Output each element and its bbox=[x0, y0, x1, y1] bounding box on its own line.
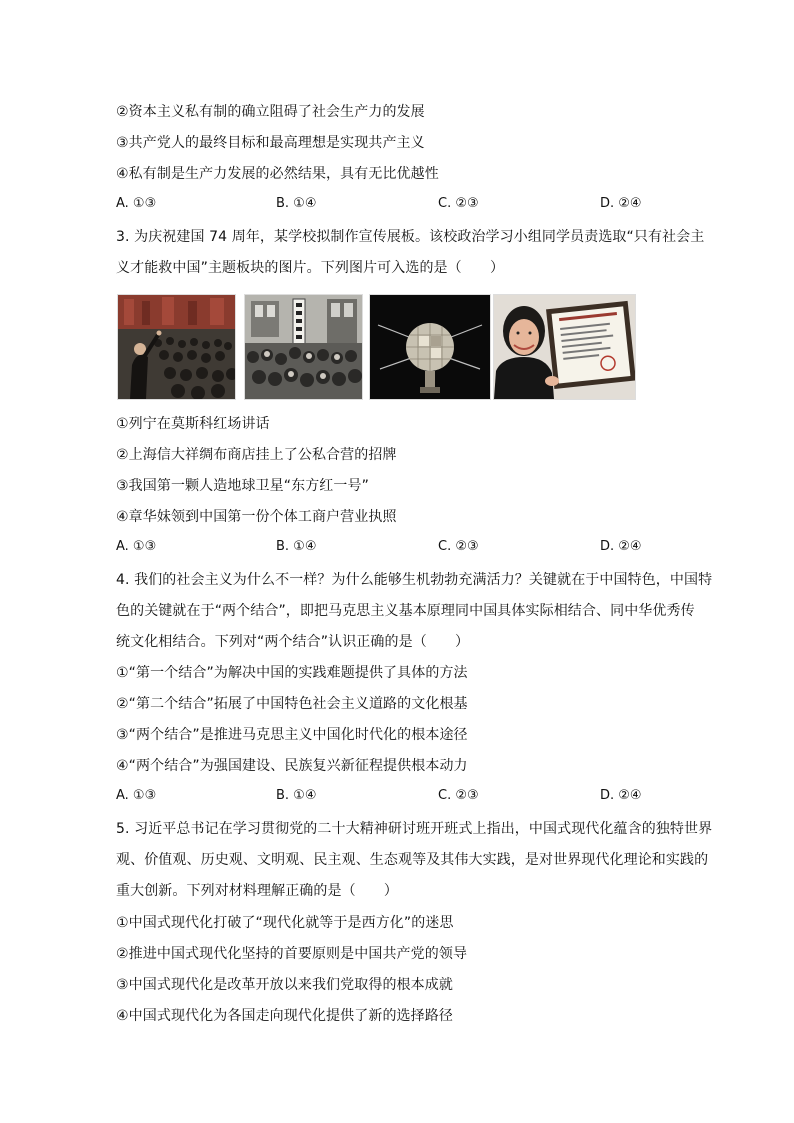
q3-option-a[interactable]: A. ①③ bbox=[116, 539, 157, 554]
lenin-photo bbox=[117, 294, 236, 400]
q3-options bbox=[116, 539, 696, 559]
q3-item-2: ②上海信大祥绸布商店挂上了公私合营的招牌 bbox=[116, 447, 397, 463]
q4-stem-line-2: 色的关键就在于“两个结合”，即把马克思主义基本原理同中国具体实际相结合、同中华优秀传 bbox=[116, 603, 695, 619]
q3-item-1: ①列宁在莫斯科红场讲话 bbox=[116, 416, 270, 432]
q2-option-a[interactable]: A. ①③ bbox=[116, 196, 157, 211]
q4-stem-line-1: 4. 我们的社会主义为什么不一样？为什么能够生机勃勃充满活力？关键就在于中国特色，中国特 bbox=[116, 572, 713, 588]
q4-option-d[interactable]: D. ②④ bbox=[600, 788, 642, 803]
q3-option-b[interactable]: B. ①④ bbox=[276, 539, 317, 554]
q2-item-3: ③共产党人的最终目标和最高理想是实现共产主义 bbox=[116, 135, 425, 151]
shop-sign-photo bbox=[244, 294, 363, 400]
q4-option-b[interactable]: B. ①④ bbox=[276, 788, 317, 803]
q3-option-d[interactable]: D. ②④ bbox=[600, 539, 642, 554]
q2-option-c[interactable]: C. ②③ bbox=[438, 196, 479, 211]
q4-item-1: ①“第一个结合”为解决中国的实践难题提供了具体的方法 bbox=[116, 665, 468, 681]
q2-item-2: ②资本主义私有制的确立阻碍了社会生产力的发展 bbox=[116, 104, 425, 120]
q4-item-2: ②“第二个结合”拓展了中国特色社会主义道路的文化根基 bbox=[116, 696, 468, 712]
q2-option-d[interactable]: D. ②④ bbox=[600, 196, 642, 211]
q2-option-b[interactable]: B. ①④ bbox=[276, 196, 317, 211]
q5-item-3: ③中国式现代化是改革开放以来我们党取得的根本成就 bbox=[116, 977, 453, 993]
q4-options bbox=[116, 788, 696, 808]
satellite-photo bbox=[369, 294, 491, 400]
q5-stem-line-3: 重大创新。下列对材料理解正确的是（ ） bbox=[116, 883, 398, 899]
q5-item-2: ②推进中国式现代化坚持的首要原则是中国共产党的领导 bbox=[116, 946, 468, 962]
q2-item-4: ④私有制是生产力发展的必然结果，具有无比优越性 bbox=[116, 166, 439, 182]
q4-item-4: ④“两个结合”为强国建设、民族复兴新征程提供根本动力 bbox=[116, 758, 468, 774]
q4-option-c[interactable]: C. ②③ bbox=[438, 788, 479, 803]
q3-stem-line-2: 义才能救中国”主题板块的图片。下列图片可入选的是（ ） bbox=[116, 260, 505, 276]
q5-item-4: ④中国式现代化为各国走向现代化提供了新的选择路径 bbox=[116, 1008, 453, 1024]
q4-item-3: ③“两个结合”是推进马克思主义中国化时代化的根本途径 bbox=[116, 727, 468, 743]
q5-item-1: ①中国式现代化打破了“现代化就等于是西方化”的迷思 bbox=[116, 915, 454, 931]
q5-stem-line-2: 观、价值观、历史观、文明观、民主观、生态观等及其伟大实践，是对世界现代化理论和实践的 bbox=[116, 852, 709, 868]
q3-item-3: ③我国第一颗人造地球卫星“东方红一号” bbox=[116, 478, 369, 494]
q2-options bbox=[116, 196, 696, 216]
q3-stem-line-1: 3. 为庆祝建国 74 周年，某学校拟制作宣传展板。该校政治学习小组同学员责选取“只有社会主 bbox=[116, 229, 705, 245]
q4-option-a[interactable]: A. ①③ bbox=[116, 788, 157, 803]
q4-stem-line-3: 统文化相结合。下列对“两个结合”认识正确的是（ ） bbox=[116, 634, 470, 650]
q3-item-4: ④章华妹领到中国第一份个体工商户营业执照 bbox=[116, 509, 397, 525]
license-photo bbox=[493, 294, 636, 400]
q3-option-c[interactable]: C. ②③ bbox=[438, 539, 479, 554]
q5-stem-line-1: 5. 习近平总书记在学习贯彻党的二十大精神研讨班开班式上指出，中国式现代化蕴含的独特世界 bbox=[116, 821, 713, 837]
